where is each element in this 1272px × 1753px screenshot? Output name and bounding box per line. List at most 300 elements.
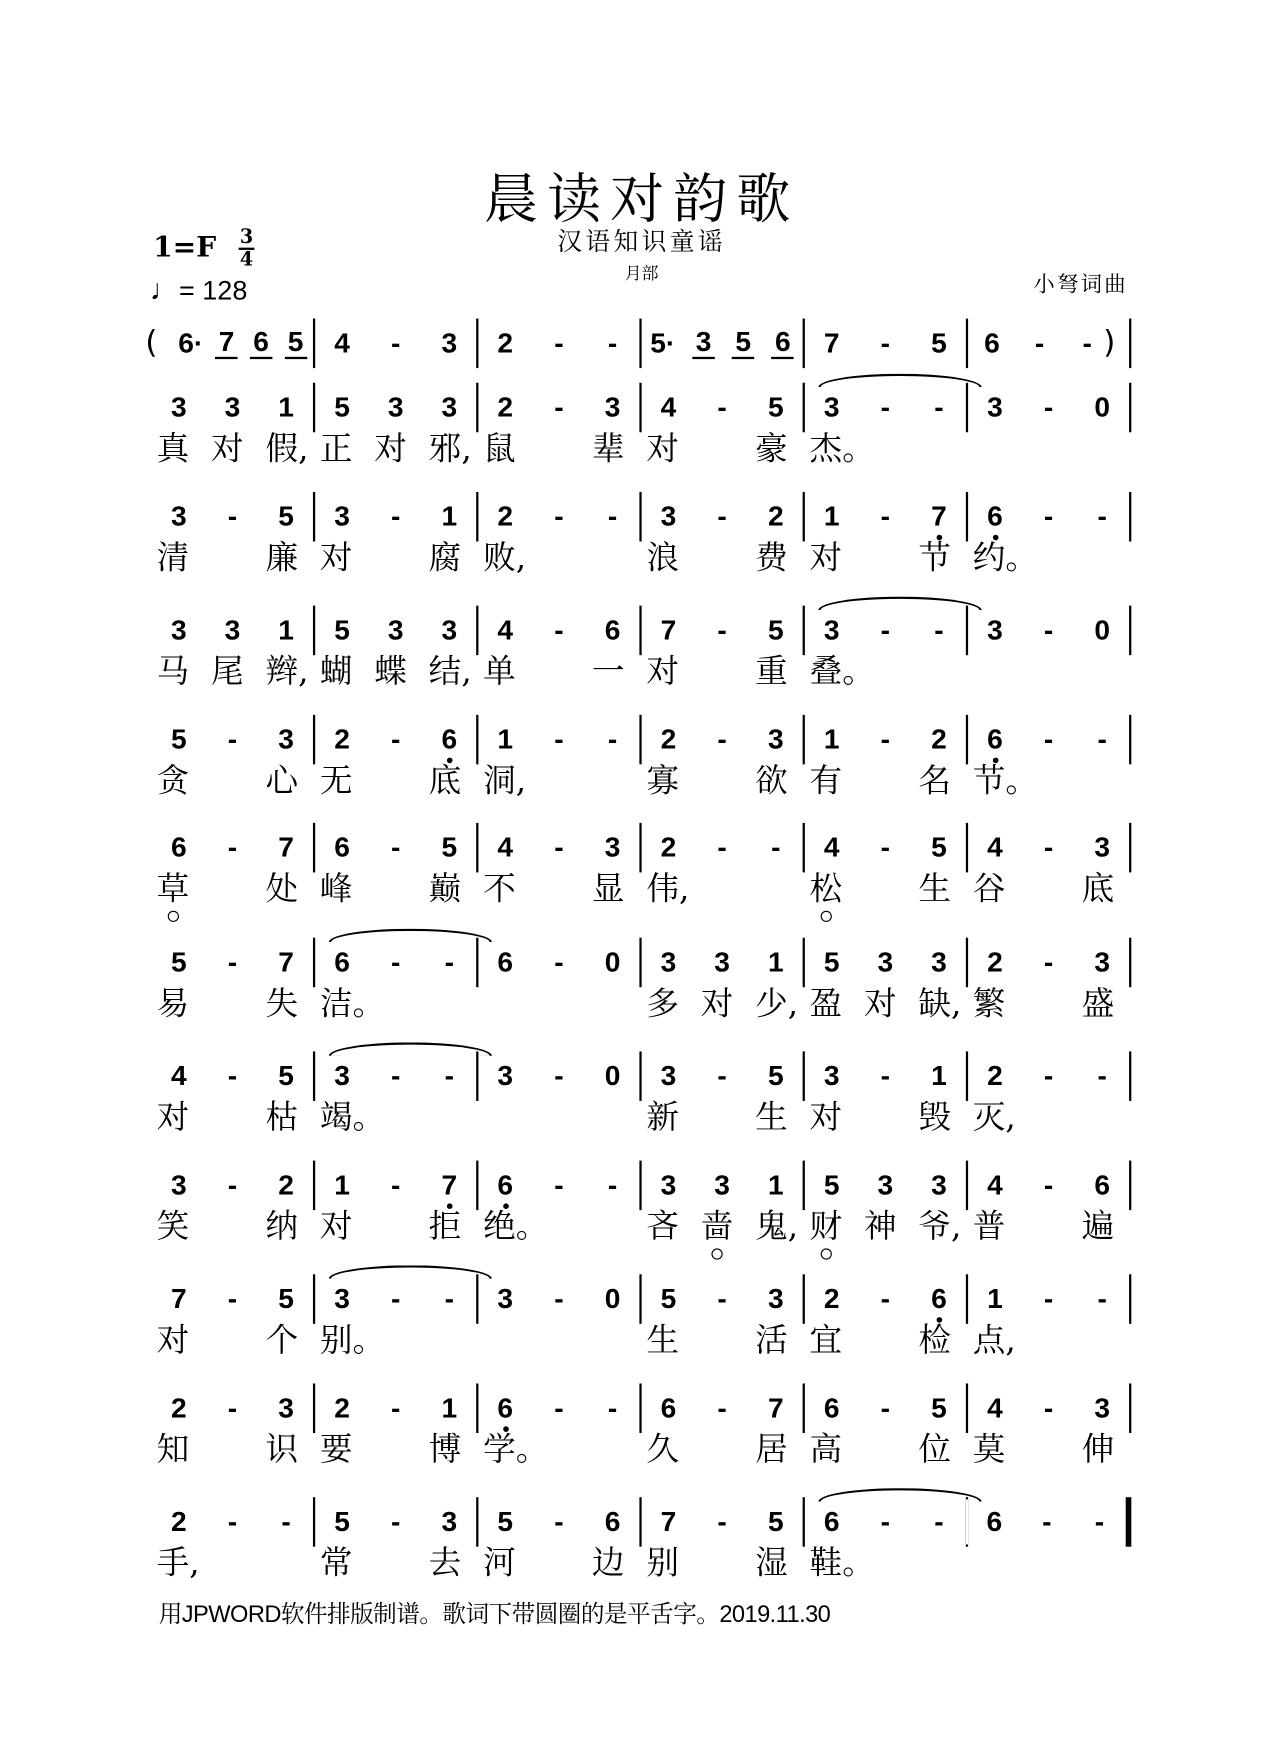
lyric-syllable	[864, 760, 909, 805]
dash: -	[607, 1392, 618, 1425]
note: 3	[987, 391, 1003, 424]
measure	[152, 1274, 315, 1324]
lyric-syllable: 博	[428, 1429, 462, 1468]
dash: -	[934, 391, 944, 424]
lyric-syllable	[265, 1542, 310, 1587]
lyric-syllable: 拒	[428, 1206, 462, 1246]
note: 3	[931, 946, 947, 979]
tie-arc	[329, 1265, 492, 1279]
lyric-syllable: 绝。	[483, 1206, 549, 1246]
lyric-syllable: 遍	[1081, 1206, 1115, 1246]
lyric-syllable: 少,	[755, 983, 799, 1023]
lyrics-row	[152, 868, 1131, 913]
dash: -	[1097, 500, 1107, 533]
measure	[315, 1051, 478, 1101]
dash: -	[771, 831, 781, 864]
lyrics-measure	[478, 537, 641, 582]
lyric-syllable	[592, 1319, 637, 1364]
dash: -	[1097, 1060, 1107, 1092]
note: 1	[767, 946, 784, 979]
note: 6	[660, 1392, 677, 1425]
dash: -	[227, 1169, 238, 1202]
music-row	[152, 938, 1131, 988]
dash: -	[1043, 1283, 1054, 1315]
lyric-syllable: 笑	[156, 1206, 190, 1246]
measure	[478, 492, 641, 542]
lyric-syllable: 马	[156, 651, 190, 691]
lyric-syllable	[1027, 1542, 1072, 1587]
lyric-syllable: 峰	[319, 869, 353, 908]
measure	[315, 319, 478, 369]
lyrics-measure	[478, 1319, 641, 1364]
note: 3	[334, 1060, 350, 1092]
note: 3	[441, 614, 458, 647]
lyric-syllable	[211, 983, 256, 1028]
note: 5	[931, 1392, 947, 1425]
measure	[805, 383, 968, 433]
music-row	[152, 1051, 1131, 1101]
lyric-syllable	[592, 537, 637, 582]
note: 7	[427, 1168, 472, 1202]
lyric-syllable: 贪	[156, 760, 190, 800]
lyric-syllable: 高	[809, 1429, 843, 1468]
measure	[478, 1383, 641, 1433]
lyric-syllable: 浪	[646, 538, 679, 577]
lyrics-measure	[315, 1096, 478, 1141]
note: 3	[931, 1169, 947, 1202]
lyrics-measure	[805, 1429, 968, 1474]
lyric-syllable: 要	[319, 1429, 353, 1468]
lyric-syllable: 学。	[483, 1429, 549, 1468]
note: 2	[497, 391, 514, 424]
lyric-syllable	[701, 868, 746, 913]
lyric-syllable	[701, 651, 746, 696]
lyric-syllable: 新	[646, 1097, 679, 1136]
note: 0	[1094, 391, 1111, 424]
note: 4	[497, 831, 514, 864]
flat-tongue-circle-mark	[712, 1248, 723, 1259]
lyric-syllable	[538, 868, 583, 913]
lyric-syllable: 松	[810, 868, 855, 913]
dash: -	[227, 500, 238, 533]
lyric-syllable	[864, 1319, 909, 1364]
lyric-syllable	[592, 1206, 637, 1251]
lyric-syllable	[1027, 651, 1072, 696]
measure	[152, 1051, 315, 1101]
lyric-syllable	[374, 537, 419, 582]
dash: -	[1043, 831, 1054, 864]
dash: -	[880, 500, 891, 533]
flat-tongue-circle-mark	[168, 911, 179, 922]
lyric-syllable	[1027, 983, 1072, 1028]
note: 1	[278, 391, 294, 424]
lyric-syllable	[1082, 537, 1127, 582]
lyrics-measure	[152, 1206, 315, 1251]
lyric-syllable: 对	[809, 538, 843, 577]
lyric-syllable: 洁。	[319, 983, 386, 1023]
lyric-syllable: 多	[646, 983, 679, 1023]
note: 5	[767, 391, 784, 424]
lyric-syllable: 湿	[755, 1543, 788, 1582]
note: 0	[1094, 614, 1111, 647]
note: 1	[823, 723, 840, 756]
lyric-syllable	[973, 428, 1018, 473]
measure	[968, 715, 1131, 765]
lyric-syllable	[1082, 760, 1127, 805]
measure	[642, 715, 805, 765]
lyric-syllable	[429, 1096, 474, 1141]
note: 6	[823, 1392, 840, 1425]
lyric-syllable	[211, 1429, 256, 1474]
lyric-syllable: 费	[755, 538, 788, 577]
measure	[152, 1161, 315, 1211]
note: 3	[224, 614, 241, 647]
dash: -	[554, 327, 564, 360]
lyric-syllable: 神	[863, 1206, 897, 1246]
lyric-syllable	[864, 537, 909, 582]
lyric-syllable: 蝶	[374, 651, 407, 691]
lyric-syllable	[211, 1096, 256, 1141]
lyric-syllable	[864, 428, 909, 473]
lyrics-row	[152, 1542, 1131, 1587]
lyric-syllable: 知	[156, 1429, 190, 1468]
lyric-syllable: 爷,	[918, 1206, 962, 1246]
song-subtitle: 汉语知识童谣	[557, 228, 727, 257]
lyrics-measure	[152, 1096, 315, 1141]
lyric-syllable	[1027, 1206, 1072, 1251]
lyrics-row	[152, 1429, 1131, 1474]
lyric-syllable: 久	[646, 1429, 679, 1468]
note: 6	[604, 1506, 621, 1538]
dash: -	[390, 723, 401, 756]
lyric-syllable: 杰。	[809, 428, 875, 468]
note: 2	[278, 1169, 294, 1202]
measure	[315, 823, 478, 873]
lyric-syllable	[1082, 1096, 1127, 1141]
note: 7	[916, 500, 961, 534]
dash: -	[880, 1283, 891, 1315]
lyrics-measure	[968, 537, 1131, 582]
lyrics-measure	[968, 1096, 1131, 1141]
lyrics-row	[152, 1096, 1131, 1141]
lyrics-measure	[315, 1206, 478, 1251]
lyric-syllable: 毁	[918, 1097, 952, 1136]
note: 3	[497, 1060, 514, 1092]
note: 5	[170, 723, 187, 756]
measure	[478, 1051, 641, 1101]
lyric-syllable	[701, 1096, 746, 1141]
note: 2	[334, 723, 350, 756]
quarter-note-icon: ♩	[149, 272, 179, 307]
lyric-syllable: 正	[319, 428, 353, 468]
lyric-syllable	[973, 1542, 1018, 1587]
lyric-syllable: 约。	[972, 538, 1039, 577]
lyric-syllable	[211, 760, 256, 805]
music-row	[152, 823, 1131, 873]
lyric-syllable: 对	[211, 428, 244, 468]
lyric-syllable	[538, 1429, 583, 1474]
dash: -	[607, 723, 618, 756]
lyric-syllable: 败,	[483, 538, 527, 577]
lyric-syllable	[429, 1319, 474, 1364]
lyric-syllable	[538, 651, 583, 696]
dash: -	[281, 1506, 291, 1538]
lyric-syllable: 心	[265, 760, 299, 800]
lyric-syllable	[701, 760, 746, 805]
dash: -	[1043, 1060, 1054, 1092]
music-row	[152, 715, 1131, 765]
lyrics-measure	[642, 760, 805, 805]
lyric-syllable: 吝	[646, 1206, 679, 1246]
measure	[968, 1051, 1131, 1101]
lyrics-measure	[642, 1319, 805, 1364]
lyric-syllable: 生	[755, 1097, 788, 1136]
note: 4	[334, 327, 350, 360]
lyric-syllable: 伸	[1081, 1429, 1115, 1468]
dash: -	[444, 946, 454, 979]
lyric-syllable: 有	[809, 760, 843, 800]
music-row	[152, 606, 1131, 656]
lyrics-measure	[968, 1429, 1131, 1474]
note: 3	[387, 391, 404, 424]
dash: -	[390, 1392, 401, 1425]
note: 5	[334, 391, 350, 424]
music-row	[152, 492, 1131, 542]
lyric-syllable	[538, 1319, 583, 1364]
measure	[315, 1274, 478, 1324]
lyric-syllable: 对	[863, 983, 897, 1023]
lyrics-measure	[478, 760, 641, 805]
lyric-syllable	[864, 1542, 909, 1587]
lyrics-measure	[805, 1206, 968, 1251]
dash: -	[717, 723, 727, 756]
dash: -	[607, 500, 618, 533]
note: 3	[170, 614, 187, 647]
dash: -	[390, 327, 401, 360]
lyrics-measure	[152, 1542, 315, 1587]
note: 3	[334, 500, 350, 533]
lyrics-measure	[968, 1206, 1131, 1251]
note: 5	[823, 946, 840, 979]
note: 6	[497, 946, 514, 979]
lyric-syllable: 盈	[809, 983, 843, 1023]
lyrics-row	[152, 428, 1131, 473]
lyrics-measure	[968, 1319, 1131, 1364]
note: 3	[441, 1506, 458, 1538]
lyric-syllable: 缺,	[918, 983, 962, 1023]
dash: -	[1097, 723, 1107, 756]
lyric-syllable: 谷	[972, 869, 1006, 908]
dash: -	[390, 1506, 401, 1538]
lyrics-measure	[805, 1096, 968, 1141]
note: 2	[170, 1506, 187, 1538]
note: 1	[441, 500, 458, 533]
note: 4	[987, 1169, 1003, 1202]
dash: -	[880, 1506, 891, 1538]
lyric-syllable: 对	[646, 428, 679, 468]
note: 6	[823, 1506, 840, 1538]
note: 1	[823, 500, 840, 533]
dash: -	[554, 723, 564, 756]
lyric-syllable: 腐	[428, 538, 462, 577]
lyrics-measure	[152, 1319, 315, 1364]
lyric-syllable: 河	[483, 1543, 516, 1582]
note: 0	[604, 946, 621, 979]
note: 6	[986, 1506, 1003, 1538]
lyric-syllable	[1027, 760, 1072, 805]
dash: -	[390, 500, 401, 533]
lyric-syllable	[701, 1319, 746, 1364]
music-row	[152, 1383, 1131, 1433]
dash: -	[880, 1060, 891, 1092]
note: 5	[767, 614, 784, 647]
lyric-syllable	[701, 1429, 746, 1474]
measure	[315, 383, 478, 433]
lyrics-measure	[968, 428, 1131, 473]
dash: -	[227, 1060, 238, 1092]
note: 7	[215, 328, 237, 360]
lyrics-measure	[152, 983, 315, 1028]
time-sig-bottom: 4	[239, 248, 254, 272]
lyric-syllable	[374, 1096, 419, 1141]
note: 3	[170, 1169, 187, 1202]
measure	[805, 715, 968, 765]
note: 1	[987, 1283, 1003, 1315]
lyric-syllable: 失	[265, 983, 299, 1023]
note: 6	[984, 327, 1000, 360]
measure	[152, 1497, 315, 1547]
lyric-syllable	[538, 428, 583, 473]
note: 0	[604, 1060, 621, 1092]
tie-arc	[818, 597, 981, 611]
lyric-syllable: 伟,	[646, 869, 690, 908]
note: 3	[278, 723, 294, 756]
note: 3	[660, 1060, 677, 1092]
lyric-syllable: 生	[918, 869, 952, 908]
note: 3	[1094, 831, 1111, 864]
lyric-syllable	[211, 1206, 256, 1251]
measure	[642, 1274, 805, 1324]
lyric-syllable: 易	[156, 983, 190, 1023]
measure	[968, 1383, 1131, 1433]
lyric-syllable	[483, 1319, 528, 1364]
measure	[152, 715, 315, 765]
note: 5	[334, 614, 350, 647]
measure	[968, 1161, 1131, 1211]
dash: -	[1043, 946, 1054, 979]
dash: -	[1043, 723, 1054, 756]
measure	[642, 492, 805, 542]
dash: -	[934, 614, 944, 647]
note: 6	[483, 1391, 528, 1425]
lyric-syllable: 检	[918, 1320, 952, 1359]
lyrics-measure	[805, 428, 968, 473]
note: 5	[441, 831, 458, 864]
lyric-syllable: 结,	[428, 651, 472, 691]
lyric-syllable: 繁	[972, 983, 1006, 1023]
lyric-syllable	[1027, 1319, 1072, 1364]
lyrics-measure	[968, 760, 1131, 805]
dash: -	[1043, 500, 1054, 533]
dash: -	[554, 1169, 564, 1202]
note: 3	[1094, 946, 1111, 979]
measure	[152, 492, 315, 542]
lyrics-measure	[478, 428, 641, 473]
dash: -	[1034, 327, 1045, 360]
lyrics-measure	[642, 983, 805, 1028]
lyrics-row	[152, 760, 1131, 805]
note: 3	[497, 1283, 514, 1315]
note: 2	[497, 327, 514, 360]
note: 2	[660, 723, 677, 756]
tie-arc	[818, 1488, 981, 1502]
open-paren: (	[145, 323, 158, 361]
measure	[478, 319, 641, 369]
lyric-syllable: 巅	[428, 869, 462, 908]
dash: -	[1042, 1506, 1052, 1538]
note: 3	[660, 500, 677, 533]
lyric-syllable	[1027, 868, 1072, 913]
measure	[315, 492, 478, 542]
note: 3	[987, 614, 1003, 647]
lyric-syllable	[864, 1429, 909, 1474]
lyric-syllable: 草	[157, 868, 202, 913]
lyrics-measure	[642, 428, 805, 473]
time-sig-top: 3	[239, 226, 254, 249]
lyric-syllable	[429, 983, 474, 1028]
note: 3	[767, 723, 784, 756]
lyric-syllable	[538, 760, 583, 805]
dash: -	[880, 1392, 891, 1425]
note: 5	[284, 328, 306, 360]
note: 3	[660, 1169, 677, 1202]
lyrics-measure	[315, 428, 478, 473]
note: 3	[224, 391, 241, 424]
note: 3	[714, 1169, 730, 1202]
note: 3	[767, 1283, 784, 1315]
lyrics-measure	[152, 868, 315, 913]
note: 5	[660, 1283, 677, 1315]
measure	[478, 383, 641, 433]
lyric-syllable	[701, 537, 746, 582]
lyric-syllable	[374, 1429, 419, 1474]
lyrics-row	[152, 1206, 1131, 1251]
lyric-syllable	[483, 983, 528, 1028]
dash: -	[717, 1060, 727, 1092]
lyric-syllable	[538, 1206, 583, 1251]
lyric-syllable	[918, 1542, 963, 1587]
lyrics-measure	[968, 1542, 1131, 1587]
dash: -	[717, 614, 727, 647]
note: 4	[987, 1392, 1003, 1425]
measure	[315, 1161, 478, 1211]
lyrics-row	[152, 651, 1131, 696]
lyric-syllable: 洞,	[483, 760, 527, 800]
lyric-syllable: 真	[156, 428, 190, 468]
note: 2	[660, 831, 677, 864]
measure	[315, 606, 478, 656]
note: 4	[660, 391, 677, 424]
tie-arc	[329, 929, 492, 943]
lyrics-measure	[642, 1096, 805, 1141]
measure	[968, 383, 1131, 433]
lyric-syllable: 盛	[1081, 983, 1115, 1023]
lyric-syllable: 名	[918, 760, 952, 800]
measure	[805, 492, 968, 542]
lyrics-measure	[315, 1429, 478, 1474]
note: 3	[660, 946, 677, 979]
note: 6	[972, 500, 1017, 534]
